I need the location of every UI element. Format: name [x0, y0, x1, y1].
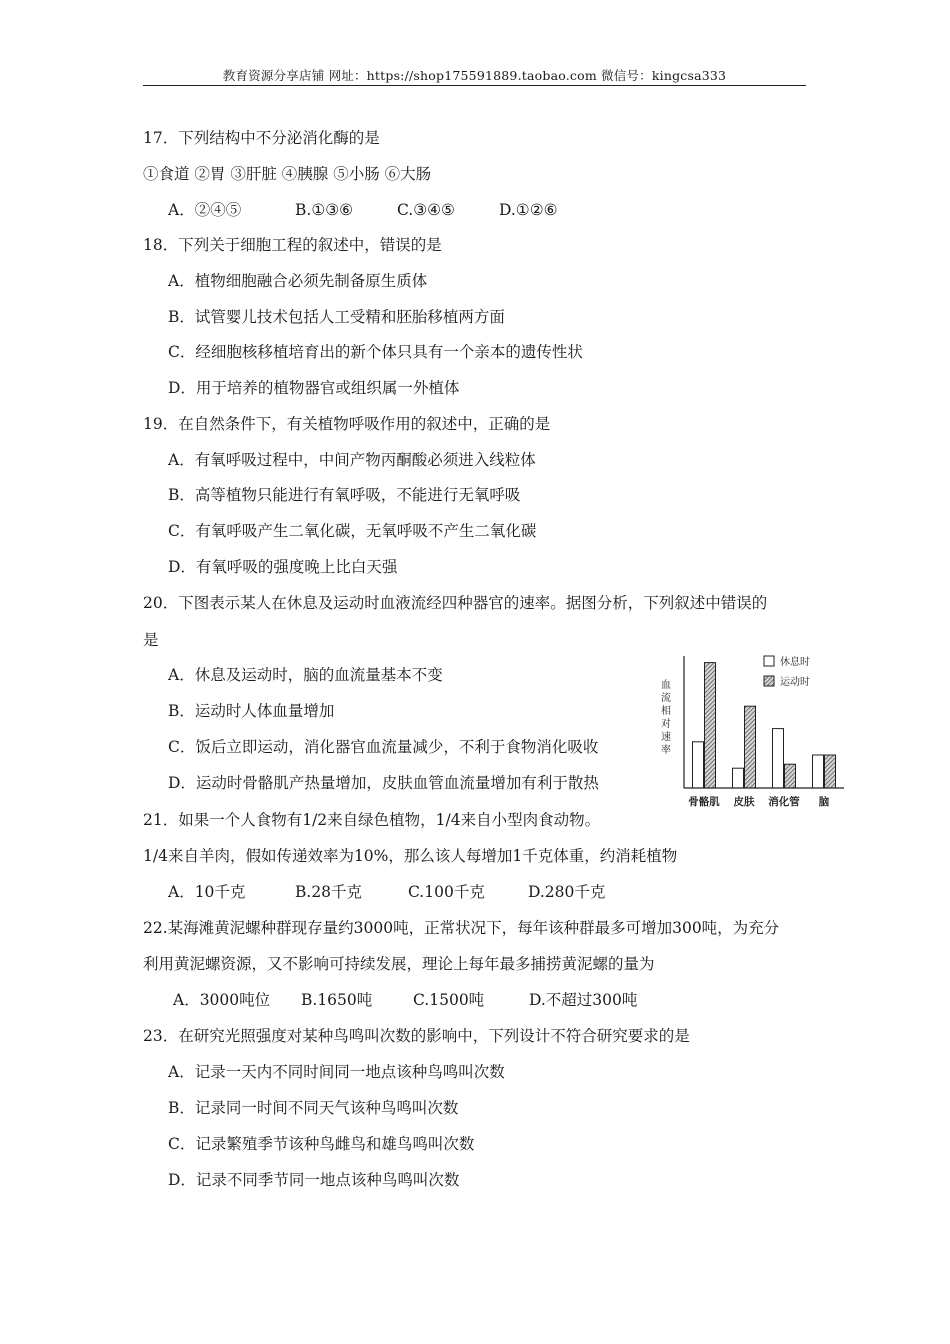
q21-stem-line1: 21．如果一个人食物有1/2来自绿色植物，1/4来自小型肉食动物。	[143, 811, 601, 829]
x-tick-labels	[688, 795, 830, 808]
y-label-char-1: 流	[661, 693, 671, 704]
y-label-char-0: 血	[661, 680, 671, 691]
x-tick-label-2: 消化管	[768, 796, 800, 808]
q21-option-a: A．10千克	[168, 883, 246, 901]
q22-option-b: B.1650吨	[301, 991, 373, 1009]
q17-option-a: A．②④⑤	[168, 201, 242, 219]
q23-option-c: C．记录繁殖季节该种鸟雌鸟和雄鸟鸣叫次数	[168, 1135, 475, 1153]
q18-stem: 18．下列关于细胞工程的叙述中，错误的是	[143, 236, 442, 254]
bar-exercise-2	[785, 764, 796, 788]
bar-exercise-3	[825, 755, 836, 788]
q23-stem: 23．在研究光照强度对某种鸟鸣叫次数的影响中，下列设计不符合研究要求的是	[143, 1027, 690, 1045]
q22-stem-line1: 22.某海滩黄泥螺种群现存量约3000吨，正常状况下，每年该种群最多可增加300吨，为充分	[143, 919, 780, 937]
q22-options	[173, 990, 637, 1010]
q23-option-b: B．记录同一时间不同天气该种鸟鸣叫次数	[168, 1099, 459, 1117]
q22-option-a: A．3000吨位	[173, 991, 271, 1009]
chart-legend	[764, 655, 810, 688]
q17-options	[168, 200, 558, 220]
bar-rest-0	[693, 742, 704, 788]
q17-option-d: D.①②⑥	[499, 201, 558, 219]
legend-swatch-exercise	[764, 676, 774, 686]
q17-stem: 17．下列结构中不分泌消化酶的是	[143, 129, 380, 147]
page-header: 教育资源分享店铺 网址：https://shop175591889.taobao.com 微信号：kingcsa333	[222, 68, 727, 83]
bar-rest-3	[813, 755, 824, 788]
q18-option-b: B．试管婴儿技术包括人工受精和胚胎移植两方面	[168, 308, 505, 326]
q18-option-c: C．经细胞核移植培育出的新个体只具有一个亲本的遗传性状	[168, 343, 583, 361]
x-tick-label-1: 皮肤	[733, 796, 755, 808]
y-label-char-2: 相	[661, 706, 671, 717]
legend-label-exercise: 运动时	[780, 677, 810, 688]
q21-option-d: D.280千克	[528, 883, 606, 901]
q21-options	[168, 882, 605, 902]
q23-option-d: D．记录不同季节同一地点该种鸟鸣叫次数	[168, 1171, 460, 1189]
y-label-char-3: 对	[661, 719, 671, 730]
q17-option-b: B.①③⑥	[295, 201, 354, 219]
q19-option-c: C．有氧呼吸产生二氧化碳，无氧呼吸不产生二氧化碳	[168, 522, 537, 540]
legend-swatch-rest	[764, 656, 774, 666]
q20-stem-line2: 是	[143, 631, 159, 649]
q22-stem-line2: 利用黄泥螺资源，又不影响可持续发展，理论上每年最多捕捞黄泥螺的量为	[143, 955, 655, 973]
header-rule	[143, 85, 806, 86]
q21-option-c: C.100千克	[408, 883, 485, 901]
q20-option-c: C．饭后立即运动，消化器官血流量减少，不利于食物消化吸收	[168, 738, 599, 756]
y-label-char-5: 率	[661, 745, 671, 756]
blood-flow-bar-chart	[656, 648, 850, 816]
bar-exercise-0	[705, 663, 716, 788]
q22-option-d: D.不超过300吨	[529, 991, 638, 1009]
q20-stem-line1: 20．下图表示某人在休息及运动时血液流经四种器官的速率。据图分析，下列叙述中错误的	[143, 594, 768, 612]
q21-option-b: B.28千克	[295, 883, 363, 901]
x-tick-label-3: 脑	[818, 796, 830, 808]
q17-option-c: C.③④⑤	[397, 201, 455, 219]
q19-stem: 19．在自然条件下，有关植物呼吸作用的叙述中，正确的是	[143, 415, 551, 433]
q22-option-c: C.1500吨	[413, 991, 485, 1009]
q20-option-b: B．运动时人体血量增加	[168, 702, 335, 720]
q20-option-d: D．运动时骨骼肌产热量增加，皮肤血管血流量增加有利于散热	[168, 774, 599, 792]
x-tick-label-0: 骨骼肌	[688, 796, 720, 808]
bar-exercise-1	[745, 706, 756, 788]
q21-stem-line2: 1/4来自羊肉，假如传递效率为10%，那么该人每增加1千克体重，约消耗植物	[143, 847, 678, 865]
q23-option-a: A．记录一天内不同时间同一地点该种鸟鸣叫次数	[168, 1063, 505, 1081]
y-label-char-4: 速	[661, 732, 671, 743]
bar-rest-2	[773, 729, 784, 788]
q18-option-d: D．用于培养的植物器官或组织属一外植体	[168, 379, 460, 397]
q19-option-a: A．有氧呼吸过程中，中间产物丙酮酸必须进入线粒体	[168, 451, 536, 469]
q20-option-a: A．休息及运动时，脑的血流量基本不变	[168, 666, 443, 684]
q17-items: ①食道 ②胃 ③肝脏 ④胰腺 ⑤小肠 ⑥大肠	[143, 165, 432, 183]
q18-option-a: A．植物细胞融合必须先制备原生质体	[168, 272, 428, 290]
q19-option-b: B．高等植物只能进行有氧呼吸，不能进行无氧呼吸	[168, 486, 521, 504]
bar-rest-1	[733, 768, 744, 788]
legend-label-rest: 休息时	[780, 657, 810, 668]
y-axis-label	[661, 679, 671, 756]
q19-option-d: D．有氧呼吸的强度晚上比白天强	[168, 558, 398, 576]
